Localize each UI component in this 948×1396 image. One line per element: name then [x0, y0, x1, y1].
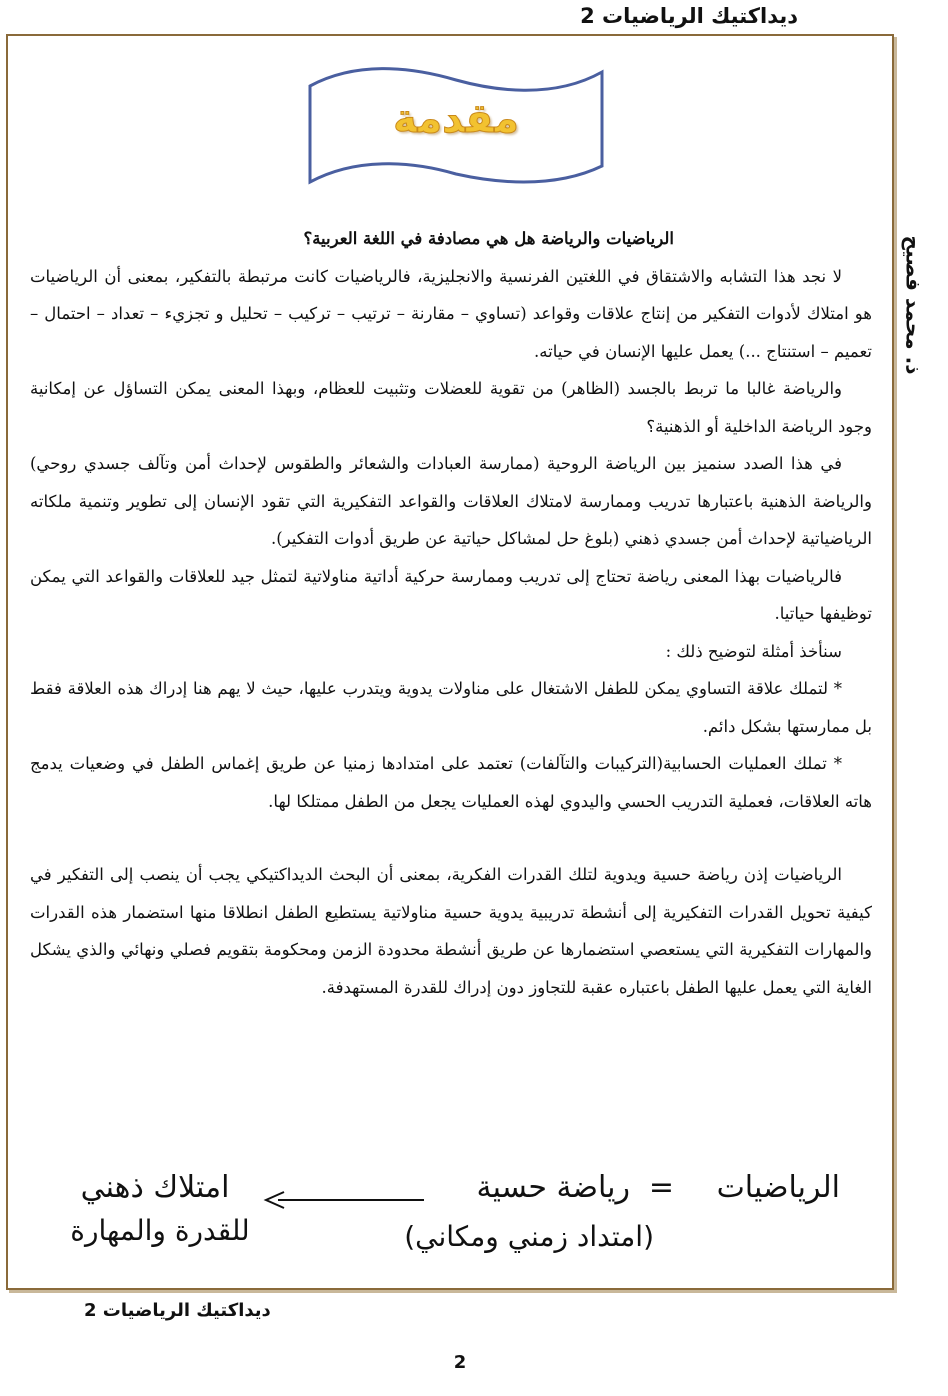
header-title: ديداكتيك الرياضيات 2 — [580, 4, 798, 28]
formula-mental-ownership: امتلاك ذهني — [80, 1170, 230, 1205]
bullet-paragraph: * لتملك علاقة التساوي يمكن للطفل الاشتغال على مناولات يدوية ويتدرب عليها، حيث لا يهم هنا إدراك هذه العلاقة فقط بل ممارستها بشكل دائم. — [30, 679, 872, 736]
formula-ability-skill: للقدرة والمهارة — [70, 1214, 250, 1247]
author-name: ذ. محمد فصيح — [901, 235, 925, 375]
page-number: 2 — [453, 1352, 467, 1373]
paragraph: في هذا الصدد سنميز بين الرياضة الروحية (ممارسة العبادات والشعائر والطقوس لإحداث أمن وتآلف جسدي روحي) والرياضة الذهنية باعتبارها تدريب وممارسة لامتلاك العلاقات والقواعد التفكيرية التي تقود الإنسان إلى تطوير وتنمية ملكاته الرياضياتية لإحداث أمن جسدي ذهني (بلوغ حل لمشاكل حياتية عن طريق أدوات التفكير). — [30, 454, 872, 548]
left-arrow-icon — [258, 1190, 426, 1210]
bullet-paragraph: * تملك العمليات الحسابية(التركيبات والتآلفات) تعتمد على امتدادها زمنيا عن طريق إغماس الطفل في وضعيات يدمج هاته العلاقات، فعملية التدريب الحسي واليدوي لهذه العمليات يجعل من الطفل ممتلكا لها. — [30, 754, 872, 811]
main-text — [30, 220, 872, 1006]
paragraph: فالرياضيات بهذا المعنى رياضة تحتاج إلى تدريب وممارسة حركية أداتية مناولاتية لتمثل جيد للعلاقات والقواعد التي يمكن توظيفها حياتيا. — [30, 566, 872, 623]
paragraph: لا نجد هذا التشابه والاشتقاق في اللغتين الفرنسية والانجليزية، فالرياضيات كانت مرتبطة بالتفكير، بمعنى أن الرياضيات هو امتلاك لأدوات التفكير من إنتاج علاقات وقواعد (تساوي – مقارنة – ترتيب – تركيب – تحليل و تجزيء – تعداد – احتمال – تعميم – استنتاج ...) يعمل عليها الإنسان في حياته. — [30, 266, 872, 361]
intro-banner — [302, 58, 610, 194]
paragraph: سنأخذ أمثلة لتوضيح ذلك : — [665, 641, 842, 661]
formula-extent: (امتداد زمني ومكاني) — [404, 1220, 654, 1253]
paragraph: الرياضيات إذن رياضة حسية ويدوية لتلك القدرات الفكرية، بمعنى أن البحث الديداكتيكي يجب أن ينصب إلى التفكير في كيفية تحويل القدرات التفكيرية إلى أنشطة تدريبية يدوية حسية مناولاتية يستطيع الطفل انطلاقا منها استضمار هذه القدرات والمهارات التفكيرية التي يستعصي استضمارها عن طريق أنشطة محدودة الزمن ومحكومة بتقويم فصلي ونهائي والذي يشكل الغاية التي يعمل عليها الطفل باعتباره عقبة للتجاوز دون إدراك للقدرة المستهدفة. — [30, 865, 872, 997]
banner-title: مقدمة — [393, 96, 519, 142]
section-question: الرياضيات والرياضة هل هي مصادفة في اللغة العربية؟ — [303, 229, 674, 248]
formula-equals: = — [648, 1170, 674, 1205]
paragraph: والرياضة غالبا ما تربط بالجسد (الظاهر) من تقوية للعضلات وتثبيت للعظام، وبهذا المعنى يمكن التساؤل عن إمكانية وجود الرياضة الداخلية أو الذهنية؟ — [30, 379, 872, 436]
summary-formula — [60, 1170, 840, 1270]
side-author — [888, 230, 938, 380]
formula-math: الرياضيات — [716, 1170, 840, 1205]
formula-sport: رياضة حسية — [476, 1170, 630, 1205]
footer-title: ديداكتيك الرياضيات 2 — [84, 1300, 271, 1321]
